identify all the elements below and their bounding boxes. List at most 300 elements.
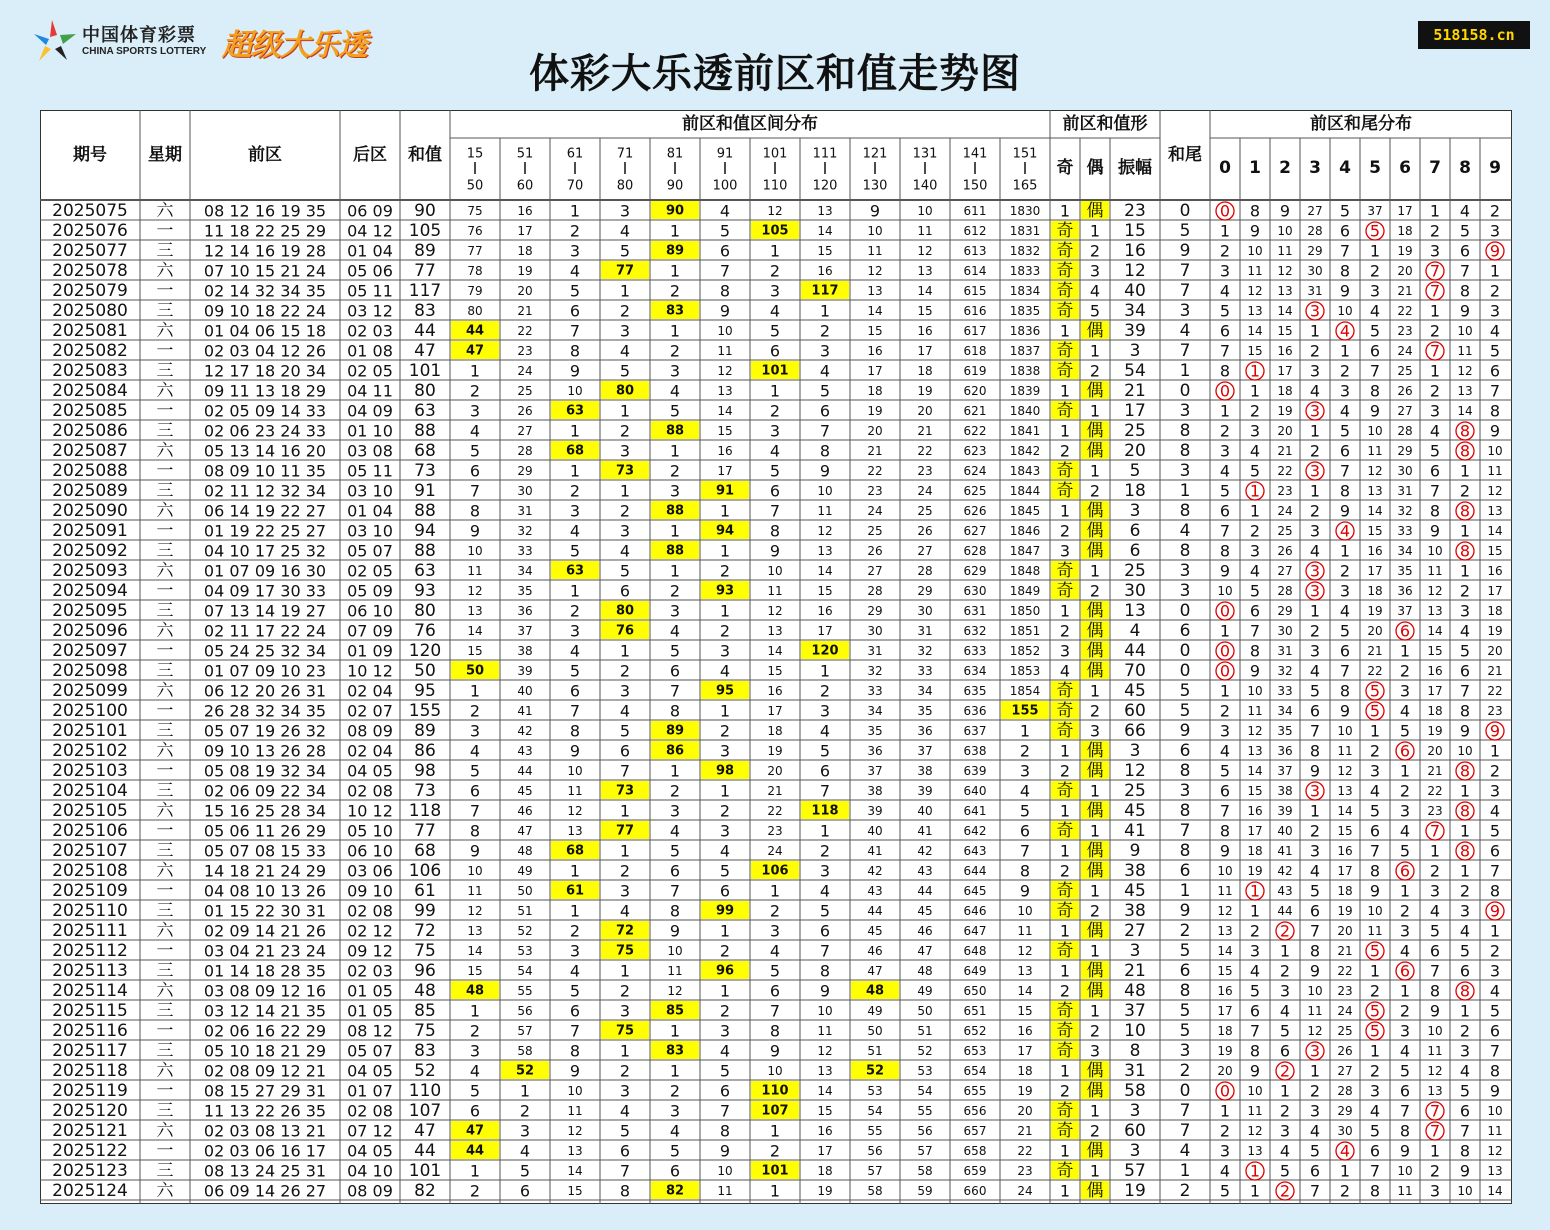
range-miss-value: 12 [767, 204, 783, 218]
range-miss-value: 35 [517, 584, 533, 598]
tail-hit-value: 0 [1219, 661, 1231, 681]
tail-miss-value: 13 [1427, 604, 1443, 618]
back-numbers-cell: 05 10 [347, 821, 393, 841]
tail-miss-value: 7 [1339, 661, 1351, 681]
tail-miss-value: 20 [1217, 1064, 1233, 1078]
tail-miss-value: 17 [1397, 204, 1413, 218]
tail-miss-value: 37 [1397, 604, 1413, 618]
tail-miss-value: 8 [1399, 1121, 1411, 1141]
tail-miss-value: 4 [1249, 561, 1261, 581]
tail-miss-value: 10 [1307, 984, 1323, 998]
range-miss-value: 8 [819, 961, 831, 981]
tail-cell: 3 [1179, 461, 1191, 481]
tail-miss-value: 33 [1397, 524, 1413, 538]
tail-miss-value: 3 [1369, 1081, 1381, 1101]
range-miss-value: 12 [567, 804, 583, 818]
tail-miss-value: 1 [1459, 821, 1471, 841]
tail-miss-value: 11 [1277, 244, 1293, 258]
tail-miss-value: 11 [1487, 1124, 1503, 1138]
tail-miss-value: 8 [1489, 401, 1501, 421]
range-miss-value: 647 [963, 924, 987, 938]
tail-miss-value: 1 [1369, 961, 1381, 981]
range-miss-value: 54 [517, 964, 533, 978]
amplitude-cell: 39 [1124, 321, 1146, 341]
tail-miss-value: 3 [1489, 301, 1501, 321]
range-hit-value: 91 [715, 483, 735, 499]
front-numbers-cell: 02 06 16 22 29 [203, 1021, 327, 1041]
range-miss-value: 5 [669, 1141, 681, 1161]
range-miss-value: 4 [619, 701, 631, 721]
amplitude-cell: 3 [1129, 501, 1141, 521]
sum-cell: 47 [414, 1121, 436, 1141]
range-miss-value: 4 [469, 421, 481, 441]
shape-hit-value: 偶 [1086, 761, 1104, 781]
range-miss-value: 1 [669, 221, 681, 241]
tail-miss-value: 10 [1247, 1084, 1263, 1098]
back-numbers-cell: 09 10 [347, 881, 393, 901]
header-range-high: 110 [762, 178, 788, 194]
issue-cell: 2025109 [52, 881, 128, 901]
range-miss-value: 645 [963, 884, 987, 898]
header-range-high: 140 [912, 178, 938, 194]
range-miss-value: 615 [963, 284, 987, 298]
range-hit-value: 80 [615, 383, 635, 399]
tail-miss-value: 4 [1399, 941, 1411, 961]
amplitude-cell: 60 [1124, 1121, 1146, 1141]
range-miss-value: 4 [719, 1041, 731, 1061]
tail-miss-value: 6 [1399, 1081, 1411, 1101]
tail-miss-value: 6 [1309, 901, 1321, 921]
range-miss-value: 3 [1019, 761, 1031, 781]
front-numbers-cell: 01 07 09 10 23 [203, 661, 327, 681]
tail-miss-value: 38 [1277, 784, 1293, 798]
tail-miss-value: 2 [1459, 581, 1471, 601]
range-miss-value: 2 [569, 921, 581, 941]
tail-miss-value: 20 [1427, 744, 1443, 758]
back-numbers-cell: 01 04 [347, 241, 393, 261]
range-miss-value: 42 [867, 864, 883, 878]
range-miss-value: 45 [517, 784, 533, 798]
range-hit-value: 88 [665, 503, 685, 519]
range-miss-value: 8 [669, 701, 681, 721]
tail-miss-value: 8 [1459, 281, 1471, 301]
shape-miss-value: 1 [1089, 781, 1101, 801]
back-numbers-cell: 04 05 [347, 1141, 393, 1161]
range-miss-value: 24 [917, 484, 933, 498]
tail-miss-value: 5 [1429, 921, 1441, 941]
range-miss-value: 3 [469, 401, 481, 421]
tail-miss-value: 2 [1399, 661, 1411, 681]
tail-miss-value: 13 [1277, 284, 1293, 298]
tail-miss-value: 10 [1247, 684, 1263, 698]
range-miss-value: 7 [669, 681, 681, 701]
range-miss-value: 4 [669, 381, 681, 401]
issue-cell: 2025086 [52, 421, 128, 441]
range-miss-value: 5 [569, 661, 581, 681]
tail-miss-value: 33 [1277, 684, 1293, 698]
tail-miss-value: 2 [1249, 401, 1261, 421]
tail-hit-value: 9 [1489, 901, 1501, 921]
tail-miss-value: 5 [1399, 1061, 1411, 1081]
front-numbers-cell: 04 09 17 30 33 [203, 581, 327, 601]
tail-miss-value: 5 [1339, 421, 1351, 441]
tail-miss-value: 6 [1429, 461, 1441, 481]
range-miss-value: 1 [669, 261, 681, 281]
tail-miss-value: 15 [1427, 644, 1443, 658]
range-miss-value: 1 [719, 701, 731, 721]
tail-hit-value: 6 [1399, 961, 1411, 981]
tail-miss-value: 17 [1277, 364, 1293, 378]
tail-miss-value: 2 [1309, 621, 1321, 641]
range-miss-value: 21 [1017, 1124, 1033, 1138]
weekday-cell: 三 [156, 481, 174, 501]
tail-miss-value: 32 [1397, 504, 1413, 518]
range-miss-value: 6 [669, 1161, 681, 1181]
range-hit-value: 75 [615, 1023, 635, 1039]
range-miss-value: 9 [719, 301, 731, 321]
tail-miss-value: 8 [1429, 981, 1441, 1001]
header-tail-digit: 8 [1459, 158, 1471, 178]
tail-cell: 7 [1179, 341, 1191, 361]
range-miss-value: 32 [867, 664, 883, 678]
range-miss-value: 6 [769, 481, 781, 501]
tail-miss-value: 8 [1489, 881, 1501, 901]
tail-cell: 1 [1179, 1161, 1191, 1181]
tail-miss-value: 22 [1397, 304, 1413, 318]
tail-miss-value: 18 [1217, 1024, 1233, 1038]
tail-miss-value: 5 [1459, 641, 1471, 661]
range-miss-value: 4 [669, 1121, 681, 1141]
tail-miss-value: 15 [1337, 824, 1353, 838]
range-miss-value: 12 [467, 904, 483, 918]
tail-miss-value: 1 [1249, 381, 1261, 401]
tail-miss-value: 2 [1489, 281, 1501, 301]
tail-miss-value: 4 [1309, 381, 1321, 401]
range-miss-value: 10 [767, 1064, 783, 1078]
range-miss-value: 45 [917, 904, 933, 918]
issue-cell: 2025111 [52, 921, 128, 941]
tail-miss-value: 5 [1369, 1121, 1381, 1141]
range-miss-value: 3 [619, 521, 631, 541]
front-numbers-cell: 02 03 08 13 21 [203, 1121, 327, 1141]
weekday-cell: 一 [156, 1141, 174, 1161]
back-numbers-cell: 02 03 [347, 961, 393, 981]
range-miss-value: 6 [669, 661, 681, 681]
range-hit-value: 89 [665, 243, 685, 259]
tail-hit-value: 7 [1429, 281, 1441, 301]
tail-miss-value: 6 [1369, 821, 1381, 841]
range-miss-value: 1 [619, 841, 631, 861]
range-miss-value: 4 [769, 441, 781, 461]
tail-miss-value: 4 [1369, 1101, 1381, 1121]
tail-miss-value: 8 [1309, 741, 1321, 761]
tail-hit-value: 8 [1459, 841, 1471, 861]
tail-miss-value: 7 [1399, 1101, 1411, 1121]
range-miss-value: 8 [819, 441, 831, 461]
tail-hit-value: 8 [1459, 801, 1471, 821]
sum-cell: 83 [414, 301, 436, 321]
range-hit-value: 68 [565, 843, 585, 859]
tail-miss-value: 2 [1459, 1021, 1471, 1041]
range-miss-value: 20 [1017, 1104, 1033, 1118]
tail-miss-value: 4 [1489, 321, 1501, 341]
range-hit-value: 47 [465, 1123, 485, 1139]
range-miss-value: 29 [917, 584, 933, 598]
tail-miss-value: 5 [1249, 981, 1261, 1001]
range-miss-value: 11 [667, 964, 683, 978]
range-miss-value: 7 [619, 761, 631, 781]
shape-hit-value: 奇 [1056, 881, 1074, 901]
tail-cell: 0 [1179, 661, 1191, 681]
tail-miss-value: 4 [1369, 301, 1381, 321]
range-miss-value: 9 [819, 981, 831, 1001]
tail-miss-value: 35 [1277, 724, 1293, 738]
range-miss-value: 10 [467, 544, 483, 558]
shape-hit-value: 偶 [1086, 961, 1104, 981]
range-miss-value: 2 [619, 501, 631, 521]
tail-miss-value: 9 [1369, 881, 1381, 901]
sum-cell: 96 [414, 961, 436, 981]
tail-miss-value: 14 [1247, 324, 1263, 338]
tail-miss-value: 31 [1397, 484, 1413, 498]
range-miss-value: 13 [467, 924, 483, 938]
tail-miss-value: 2 [1339, 561, 1351, 581]
range-miss-value: 9 [1019, 881, 1031, 901]
front-numbers-cell: 02 03 04 12 26 [203, 341, 327, 361]
range-miss-value: 4 [619, 901, 631, 921]
range-miss-value: 1852 [1009, 644, 1041, 658]
weekday-cell: 一 [156, 401, 174, 421]
range-miss-value: 1836 [1009, 324, 1041, 338]
range-miss-value: 2 [569, 601, 581, 621]
sum-cell: 118 [408, 801, 442, 821]
shape-hit-value: 偶 [1086, 1081, 1104, 1101]
range-miss-value: 2 [719, 1001, 731, 1021]
range-miss-value: 1 [719, 981, 731, 1001]
back-numbers-cell: 10 12 [347, 661, 393, 681]
tail-cell: 8 [1179, 761, 1191, 781]
range-miss-value: 37 [517, 624, 533, 638]
tail-miss-value: 26 [1337, 1044, 1353, 1058]
range-miss-value: 627 [963, 524, 987, 538]
range-miss-value: 633 [963, 644, 987, 658]
range-miss-value: 11 [1017, 924, 1033, 938]
tail-miss-value: 11 [1397, 1184, 1413, 1198]
back-numbers-cell: 02 04 [347, 741, 393, 761]
tail-cell: 5 [1179, 701, 1191, 721]
range-miss-value: 8 [769, 521, 781, 541]
range-miss-value: 29 [517, 464, 533, 478]
range-miss-value: 5 [769, 321, 781, 341]
range-hit-value: 155 [1011, 703, 1039, 719]
tail-miss-value: 2 [1429, 381, 1441, 401]
tail-miss-value: 34 [1277, 704, 1293, 718]
shape-hit-value: 奇 [1056, 721, 1074, 741]
range-hit-value: 68 [565, 443, 585, 459]
tail-miss-value: 4 [1219, 461, 1231, 481]
range-miss-value: 653 [963, 1044, 987, 1058]
tail-miss-value: 8 [1429, 501, 1441, 521]
range-miss-value: 1 [619, 281, 631, 301]
range-miss-value: 646 [963, 904, 987, 918]
tail-miss-value: 3 [1249, 541, 1261, 561]
range-miss-value: 10 [1017, 904, 1033, 918]
tail-cell: 2 [1179, 921, 1191, 941]
range-miss-value: 5 [1019, 801, 1031, 821]
range-hit-value: 94 [715, 523, 735, 539]
issue-cell: 2025097 [52, 641, 128, 661]
tail-miss-value: 34 [1397, 544, 1413, 558]
amplitude-cell: 54 [1124, 361, 1146, 381]
tail-miss-value: 4 [1279, 1001, 1291, 1021]
range-miss-value: 4 [619, 541, 631, 561]
back-numbers-cell: 01 05 [347, 1001, 393, 1021]
range-miss-value: 13 [817, 1064, 833, 1078]
range-miss-value: 3 [669, 361, 681, 381]
weekday-cell: 一 [156, 581, 174, 601]
range-miss-value: 5 [819, 741, 831, 761]
front-numbers-cell: 02 11 17 22 24 [203, 621, 327, 641]
range-miss-value: 1 [469, 1161, 481, 1181]
range-miss-value: 3 [519, 1121, 531, 1141]
tail-cell: 4 [1179, 1141, 1191, 1161]
tail-miss-value: 1 [1429, 201, 1441, 221]
header-range-low: 81 [666, 146, 684, 162]
amplitude-cell: 15 [1124, 221, 1146, 241]
tail-miss-value: 36 [1397, 584, 1413, 598]
front-numbers-cell: 02 05 09 14 33 [203, 401, 327, 421]
issue-cell: 2025084 [52, 381, 128, 401]
range-miss-value: 21 [767, 784, 783, 798]
site-badge[interactable]: 518158.cn [1418, 21, 1530, 49]
range-miss-value: 39 [517, 664, 533, 678]
range-miss-value: 6 [519, 1181, 531, 1201]
range-hit-value: 110 [761, 1083, 789, 1099]
tail-miss-value: 12 [1217, 904, 1233, 918]
range-miss-value: 50 [917, 1004, 933, 1018]
shape-miss-value: 3 [1059, 641, 1071, 661]
sum-cell: 85 [414, 1001, 436, 1021]
range-miss-value: 5 [619, 241, 631, 261]
range-miss-value: 1 [719, 921, 731, 941]
range-miss-value: 27 [867, 564, 883, 578]
range-miss-value: 16 [817, 604, 833, 618]
amplitude-cell: 20 [1124, 441, 1146, 461]
range-miss-value: 3 [619, 681, 631, 701]
header-range-low: 51 [516, 146, 534, 162]
tail-miss-value: 15 [1247, 784, 1263, 798]
range-miss-value: 636 [963, 704, 987, 718]
tail-miss-value: 7 [1339, 461, 1351, 481]
amplitude-cell: 34 [1124, 301, 1146, 321]
issue-cell: 2025089 [52, 481, 128, 501]
tail-miss-value: 15 [1247, 344, 1263, 358]
tail-miss-value: 5 [1309, 681, 1321, 701]
range-miss-value: 4 [569, 961, 581, 981]
tail-miss-value: 16 [1337, 844, 1353, 858]
range-miss-value: 611 [963, 204, 987, 218]
issue-cell: 2025091 [52, 521, 128, 541]
range-miss-value: 49 [517, 864, 533, 878]
amplitude-cell: 16 [1124, 241, 1146, 261]
tail-miss-value: 13 [1217, 924, 1233, 938]
range-miss-value: 10 [567, 384, 583, 398]
tail-miss-value: 9 [1459, 721, 1471, 741]
weekday-cell: 六 [156, 321, 174, 341]
tail-cell: 6 [1179, 861, 1191, 881]
shape-hit-value: 偶 [1086, 1181, 1104, 1201]
range-miss-value: 1 [769, 1121, 781, 1141]
front-numbers-cell: 08 12 16 19 35 [203, 201, 327, 221]
range-miss-value: 15 [467, 964, 483, 978]
tail-miss-value: 8 [1489, 1061, 1501, 1081]
tail-cell: 0 [1179, 1081, 1191, 1101]
shape-hit-value: 奇 [1056, 281, 1074, 301]
range-miss-value: 1840 [1009, 404, 1041, 418]
tail-cell: 1 [1179, 481, 1191, 501]
range-miss-value: 1 [819, 821, 831, 841]
sum-cell: 63 [414, 401, 436, 421]
issue-cell: 2025101 [52, 721, 128, 741]
shape-miss-value: 3 [1089, 261, 1101, 281]
tail-miss-value: 7 [1459, 261, 1471, 281]
amplitude-cell: 3 [1129, 1141, 1141, 1161]
tail-miss-value: 5 [1249, 461, 1261, 481]
tail-miss-value: 1 [1309, 321, 1321, 341]
tail-miss-value: 22 [1337, 964, 1353, 978]
range-miss-value: 31 [517, 504, 533, 518]
range-miss-value: 5 [569, 541, 581, 561]
tail-cell: 2 [1179, 1181, 1191, 1201]
range-miss-value: 3 [469, 1041, 481, 1061]
tail-miss-value: 2 [1369, 741, 1381, 761]
range-miss-value: 1842 [1009, 444, 1041, 458]
tail-miss-value: 21 [1337, 944, 1353, 958]
range-miss-value: 2 [819, 681, 831, 701]
range-miss-value: 612 [963, 224, 987, 238]
tail-cell: 2 [1179, 1061, 1191, 1081]
range-hit-value: 120 [811, 643, 839, 659]
range-miss-value: 15 [1017, 1004, 1033, 1018]
range-miss-value: 4 [1019, 781, 1031, 801]
back-numbers-cell: 01 10 [347, 421, 393, 441]
range-miss-value: 3 [819, 341, 831, 361]
tail-miss-value: 14 [1247, 764, 1263, 778]
shape-hit-value: 偶 [1086, 1141, 1104, 1161]
tail-miss-value: 9 [1219, 561, 1231, 581]
range-miss-value: 11 [917, 224, 933, 238]
range-miss-value: 2 [669, 781, 681, 801]
issue-cell: 2025087 [52, 441, 128, 461]
weekday-cell: 六 [156, 1061, 174, 1081]
tail-miss-value: 10 [1457, 744, 1473, 758]
tail-miss-value: 2 [1339, 1181, 1351, 1201]
range-miss-value: 59 [917, 1184, 933, 1198]
tail-miss-value: 19 [1337, 904, 1353, 918]
tail-cell: 8 [1179, 441, 1191, 461]
tail-miss-value: 31 [1307, 284, 1323, 298]
range-miss-value: 77 [467, 244, 483, 258]
range-miss-value: 629 [963, 564, 987, 578]
amplitude-cell: 25 [1124, 421, 1146, 441]
tail-hit-value: 7 [1429, 1121, 1441, 1141]
sum-cell: 94 [414, 521, 436, 541]
tail-miss-value: 25 [1397, 364, 1413, 378]
range-miss-value: 16 [767, 684, 783, 698]
sum-cell: 61 [414, 881, 436, 901]
tail-cell: 3 [1179, 1041, 1191, 1061]
range-miss-value: 25 [867, 524, 883, 538]
